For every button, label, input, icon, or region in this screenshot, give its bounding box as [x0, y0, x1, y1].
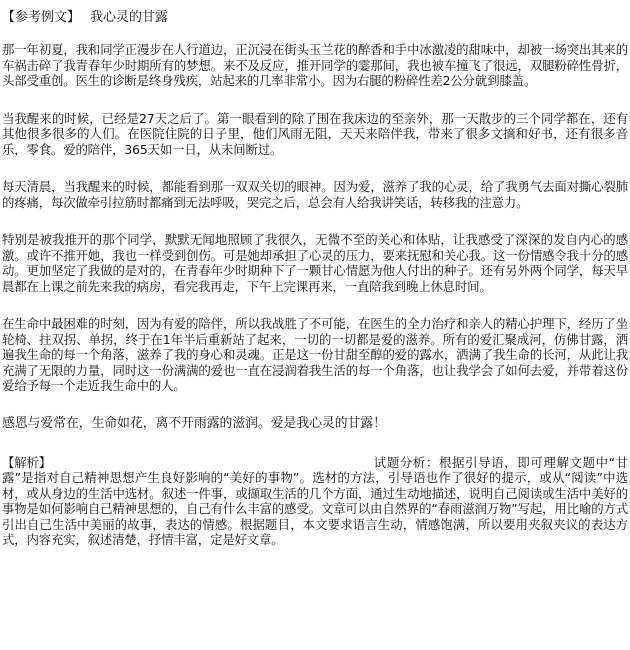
essay-paragraph-2: 当我醒来的时候，已经是27天之后了。第一眼看到的除了围在我床边的至亲外，那一天散步的三个同学都在，还有其他很多很多的人们。在医院住院的日子里，他们风雨无阻，天天来陪伴我，带来了很多文摘和好书，还有很多音乐，零食。爱的陪伴，365天如一日，从未间断过。 [2, 110, 628, 157]
example-tag: 【参考例文】 [2, 10, 81, 25]
analysis-head: 【解析】 [2, 454, 51, 470]
essay-title: 我心灵的甘露 [90, 10, 169, 25]
example-header [2, 8, 628, 28]
essay-paragraph-1: 那一年初夏，我和同学正漫步在人行道边，正沉浸在街头玉兰花的醉香和手中冰激凌的甜味中，却被一场突出其来的车祸击碎了我青春年少时期所有的梦想。来不及反应，推开同学的霎那间，我也被车撞飞了很远，双腿粉碎性骨折，头部受重创。医生的诊断是终身残疾，站起来的几率非常小。因为右腿的粉碎性差2公分就到膝盖。 [2, 42, 628, 88]
analysis-section [2, 455, 628, 548]
analysis-body: 文题中“甘露”是指对自己精神思想产生良好影响的“美好的事物”。选材的方法，引导语也作了很好的提示，或从“阅读”中选材，或从身边的生活中选材。叙述一件事，或撷取生活的几个方面，通过生动地描述，说明自己阅读或生活中美好的事物是如何影响自己精神思想的，自己有什么丰富的感受。文章可以由自然界的“春雨滋润万物”写起，用比喻的方式引出自己生活中美丽的故事，表达的情感。根据题目，本文要求语言生动，情感饱满，所以要用夹叙夹议的表达方式，内容充实，叙述清楚，抒情丰富，定是好文章。 [2, 454, 629, 547]
essay-conclusion: 感恩与爱常在，生命如花，离不开雨露的滋润。爱是我心灵的甘露！ [2, 415, 386, 431]
essay-paragraph-4: 特别是被我推开的那个同学，默默无闻地照顾了我很久，无微不至的关心和体贴，让我感受了深深的发自内心的感激。或许不推开她，我也一样受到创伤。可是她却承担了心灵的压力，要来抚慰和关心我。这一份情感令我十分的感动。更加坚定了我做的是对的，在青春年少时期种下了一颗甘心情愿为他人付出的种子。还有另外两个同学，每天早晨都在上课之前先来我的病房，看完我再走，下午上完课再来，一直陪我到晚上休息时间。 [2, 232, 628, 294]
analysis-lead: 试题分析：根据引导语，即可理解 [372, 454, 570, 470]
essay-paragraph-5: 在生命中最困难的时刻，因为有爱的陪伴，所以我战胜了不可能，在医生的全力治疗和亲人的精心护理下，经历了坐轮椅、拄双拐、单拐，终于在1年半后重新站了起来，一切的一切都是爱的滋养。所有的爱汇聚成河，仿佛甘露，洒遍我生命的每一个角落，滋养了我的身心和灵魂。正是这一份甘甜至醇的爱的露水，洒满了我生命的长河，从此让我充满了无限的力量，同时这一份满满的爱也一直在浸润着我生活的每一个角落，也让我学会了如何去爱，并带着这份爱给予每一个走近我生命中的人。 [2, 316, 628, 393]
essay-paragraph-3: 每天清晨，当我醒来的时候，都能看到那一双双关切的眼神。因为爱，滋养了我的心灵，给了我勇气去面对撕心裂肺的疼痛，每次做牵引拉筋时都痛到无法呼吸，哭完之后，总会有人给我讲笑话，转移我的注意力。 [2, 179, 628, 210]
